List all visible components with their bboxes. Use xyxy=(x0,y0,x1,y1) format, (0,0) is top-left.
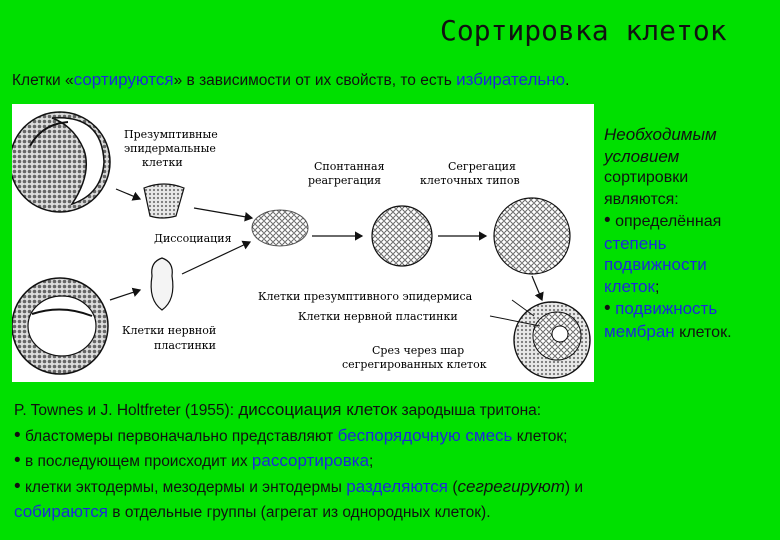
segregated-sphere xyxy=(494,198,570,274)
label-neural-plate-cells: Клетки нервной пластинки xyxy=(298,310,458,323)
sphere-section xyxy=(514,302,590,378)
right-line-1: Необходимым xyxy=(604,125,717,144)
subtitle-text-middle: » в зависимости от их свойств, то есть xyxy=(173,72,457,89)
right-b1-last: клеток; xyxy=(604,276,660,296)
subtitle-text: Клетки « xyxy=(12,72,74,89)
right-b1-blue-1: степень xyxy=(604,233,667,253)
arrow xyxy=(194,208,252,218)
bullet-icon: • xyxy=(14,475,21,497)
subtitle-text-end: . xyxy=(565,72,570,89)
arrow xyxy=(182,242,250,274)
right-line-3: сортировки xyxy=(604,169,689,186)
subtitle xyxy=(12,70,569,90)
subtitle-highlight-sorted: сортируются xyxy=(73,70,174,89)
bullet-icon: • xyxy=(14,450,21,472)
subtitle-highlight-selective: избирательно xyxy=(456,70,566,89)
epidermal-fragment xyxy=(144,184,184,218)
label-presumptive-2: эпидермальные xyxy=(124,142,216,155)
label-spontaneous-2: реагрегация xyxy=(308,174,382,187)
aggregate-sphere xyxy=(372,206,432,266)
right-line-4: являются: xyxy=(604,190,679,208)
label-neural-2: пластинки xyxy=(154,339,216,352)
experiment-figure xyxy=(12,104,594,382)
label-segregation-1: Сегрегация xyxy=(448,160,516,173)
bullet-icon: • xyxy=(604,210,611,231)
neural-plate-fragment xyxy=(151,258,173,310)
bottom-p1: P. Townes и J. Holtfreter (1955): диссоциация клеток зародыша тритона: xyxy=(14,400,542,419)
bottom-bullet-3: • клетки эктодермы, мезодермы и энтодермы разделяются (сегрегируют) и xyxy=(14,475,584,497)
right-line-2: условием xyxy=(604,146,680,166)
arrow xyxy=(532,276,542,300)
right-b1-blue-2: подвижности xyxy=(604,255,707,274)
right-bullet-1: • определённая xyxy=(604,210,722,231)
dissociated-cells xyxy=(252,210,308,246)
embryo-bottom xyxy=(12,278,108,374)
conditions-text xyxy=(604,124,776,343)
bullet-icon: • xyxy=(604,298,611,319)
label-segregation-2: клеточных типов xyxy=(420,174,520,187)
right-bullet-2: • подвижность xyxy=(604,298,718,319)
bottom-bullet-2: • в последующем происходит их рассортировка; xyxy=(14,450,374,472)
label-section-1: Срез через шар xyxy=(372,344,465,357)
label-presumptive-1: Презумптивные xyxy=(124,128,218,141)
bottom-bullet-1: • бластомеры первоначально представляют беспорядочную смесь клеток; xyxy=(14,424,568,446)
arrow xyxy=(116,189,140,199)
bullet-icon: • xyxy=(14,424,21,446)
arrow xyxy=(110,290,140,300)
label-presumptive-3: клетки xyxy=(142,156,183,169)
label-dissociation: Диссоциация xyxy=(154,232,232,245)
bottom-line-4: собираются в отдельные группы (агрегат из однородных клеток). xyxy=(14,502,491,522)
label-section-2: сегрегированных клеток xyxy=(342,358,487,371)
label-neural-1: Клетки нервной xyxy=(122,324,217,337)
right-b2-last: мембран клеток. xyxy=(604,321,732,341)
page-title: Сортировка клеток xyxy=(440,14,727,47)
label-epidermis-cells: Клетки презумптивного эпидермиса xyxy=(258,290,473,303)
label-spontaneous-1: Спонтанная xyxy=(314,160,385,173)
bottom-text xyxy=(14,398,774,526)
experiment-illustration xyxy=(12,104,594,382)
embryo-top xyxy=(12,112,110,212)
